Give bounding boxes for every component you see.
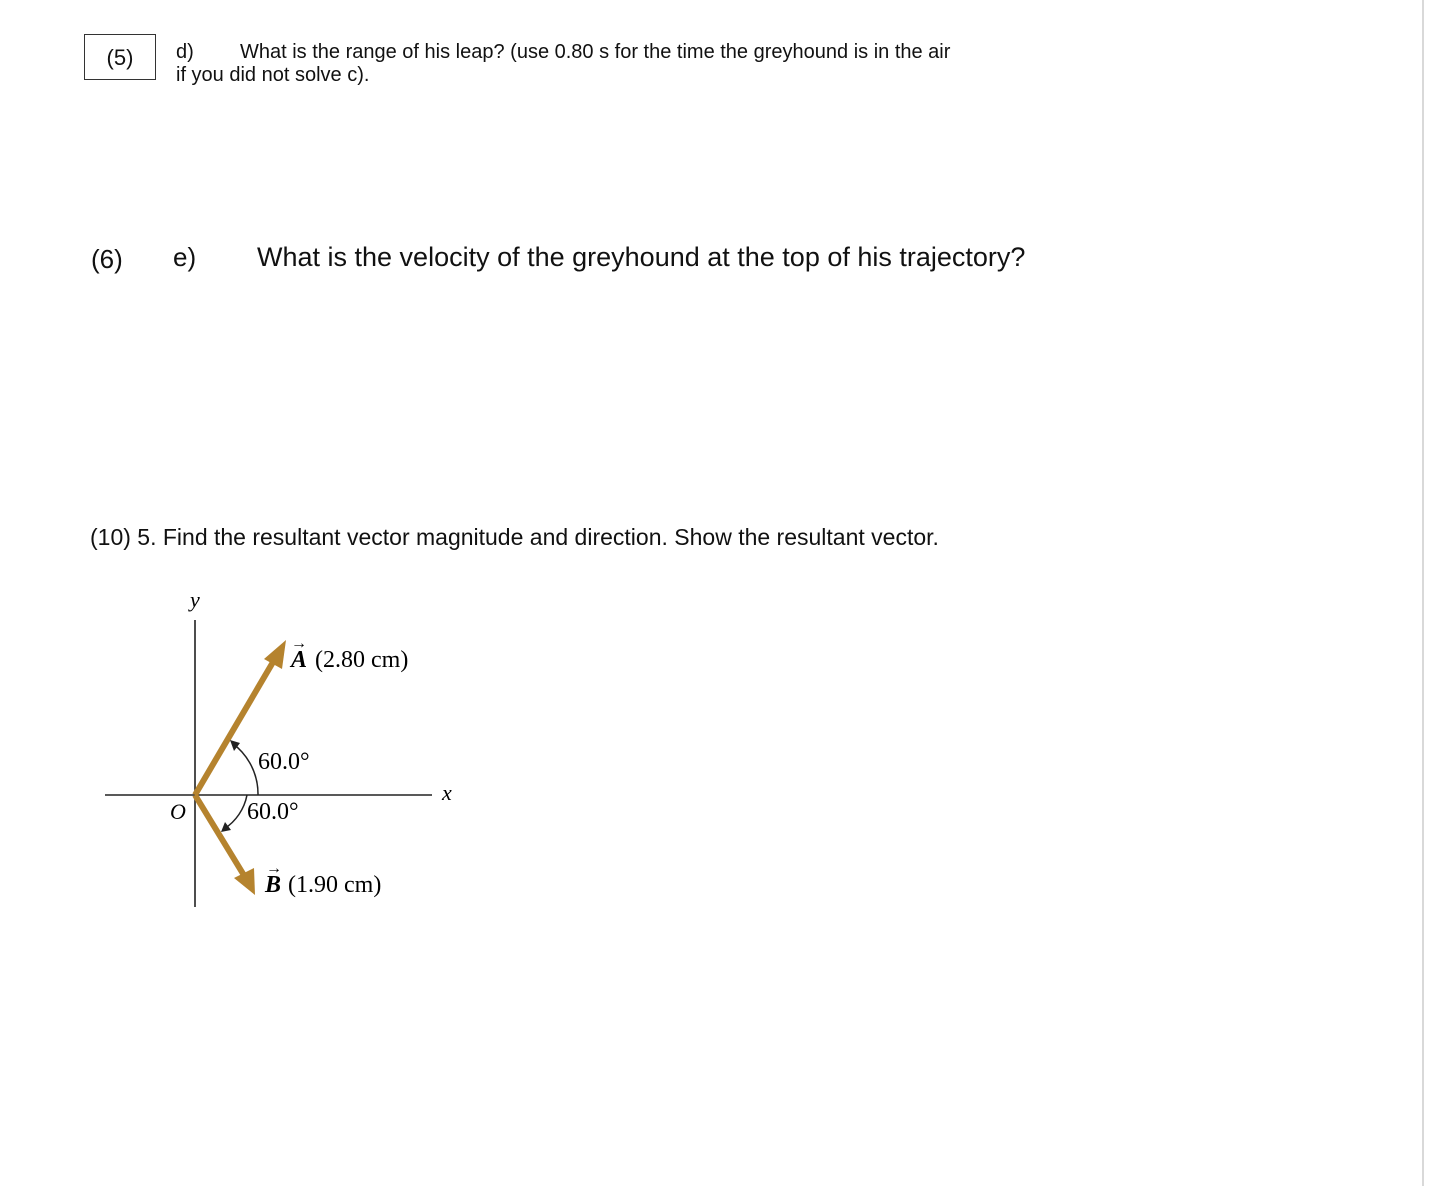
question-5-text: (10) 5. Find the resultant vector magnitude and direction. Show the resultant vector. bbox=[90, 524, 939, 550]
x-axis-label: x bbox=[442, 780, 452, 805]
origin-label: O bbox=[170, 799, 186, 824]
vector-b-value: (1.90 cm) bbox=[288, 872, 382, 898]
angle-arc-a bbox=[232, 743, 258, 795]
vector-diagram bbox=[100, 585, 480, 915]
vector-a-value: (2.80 cm) bbox=[315, 647, 409, 673]
vector-a-angle: 60.0° bbox=[258, 749, 310, 775]
vector-b-arrow bbox=[195, 795, 245, 877]
vector-a-arrow-mark: → bbox=[291, 635, 307, 652]
page-edge bbox=[1422, 0, 1424, 1186]
y-axis-label: y bbox=[190, 587, 200, 612]
vector-a-symbol: A bbox=[291, 647, 308, 673]
vector-b-symbol: B bbox=[265, 872, 282, 898]
angle-arc-b bbox=[224, 795, 247, 829]
question-d-text-line2: if you did not solve c). bbox=[176, 64, 370, 86]
vector-a-arrowhead bbox=[264, 640, 286, 669]
question-e-letter: e) bbox=[173, 242, 197, 272]
points-e: (6) bbox=[91, 244, 123, 274]
question-e-text: What is the velocity of the greyhound at the top of his trajectory? bbox=[257, 242, 1026, 272]
points-box-d bbox=[84, 34, 156, 80]
vector-figure bbox=[100, 585, 480, 915]
vector-b-arrow-mark: → bbox=[266, 860, 282, 877]
angle-arc-b-arrowhead bbox=[221, 822, 231, 832]
question-d-letter: d) bbox=[176, 41, 194, 63]
vector-b-angle: 60.0° bbox=[247, 799, 299, 825]
question-d-text: What is the range of his leap? (use 0.80 s for the time the greyhound is in the air bbox=[240, 41, 951, 63]
points-d: (5) bbox=[106, 45, 134, 70]
